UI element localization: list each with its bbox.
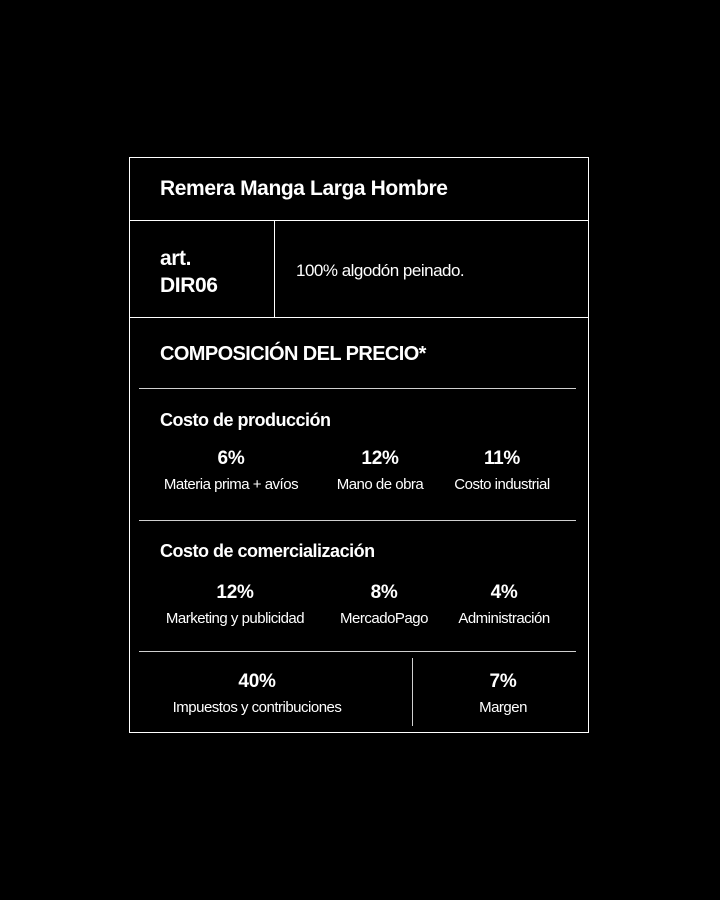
article-number: DIR06	[160, 274, 218, 297]
metric-label: Margen	[479, 699, 527, 716]
vertical-divider	[412, 658, 413, 726]
metric-administracion	[458, 582, 549, 629]
product-description: 100% algodón peinado.	[296, 261, 465, 280]
metric-mercadopago	[340, 582, 428, 629]
divider	[139, 520, 576, 521]
metric-margen	[479, 671, 527, 718]
section-title: COMPOSICIÓN DEL PRECIO*	[160, 343, 426, 365]
article-cell	[130, 221, 275, 317]
metric-value: 12%	[216, 582, 254, 603]
metric-label: Materia prima + avíos	[163, 476, 299, 493]
price-composition-card	[129, 157, 589, 733]
article-prefix: art.	[160, 247, 192, 270]
product-title: Remera Manga Larga Hombre	[160, 177, 448, 200]
metric-marketing	[166, 582, 304, 629]
metric-label: Mano de obra	[336, 476, 424, 493]
metric-mano-de-obra	[337, 448, 424, 495]
metric-costo-industrial	[454, 448, 549, 495]
metric-impuestos	[173, 671, 342, 718]
group-title-produccion: Costo de producción	[160, 410, 331, 430]
article-code	[160, 245, 218, 299]
metric-value: 40%	[238, 671, 276, 692]
metric-value: 11%	[483, 448, 521, 469]
metric-value: 7%	[489, 671, 517, 692]
metric-label: Impuestos y contribuciones	[172, 699, 342, 716]
metric-materia-prima	[164, 448, 298, 495]
title-row	[130, 158, 588, 221]
metric-label: MercadoPago	[340, 610, 428, 627]
metric-value: 4%	[490, 582, 518, 603]
metric-label: Marketing y publicidad	[165, 610, 305, 627]
group-title-comercializacion: Costo de comercialización	[160, 541, 375, 561]
metric-value: 12%	[361, 448, 399, 469]
divider	[139, 388, 576, 389]
metric-value: 8%	[370, 582, 398, 603]
divider	[139, 651, 576, 652]
metric-value: 6%	[217, 448, 245, 469]
article-row	[130, 221, 588, 318]
metric-label: Administración	[458, 610, 550, 627]
metric-label: Costo industrial	[454, 476, 550, 493]
